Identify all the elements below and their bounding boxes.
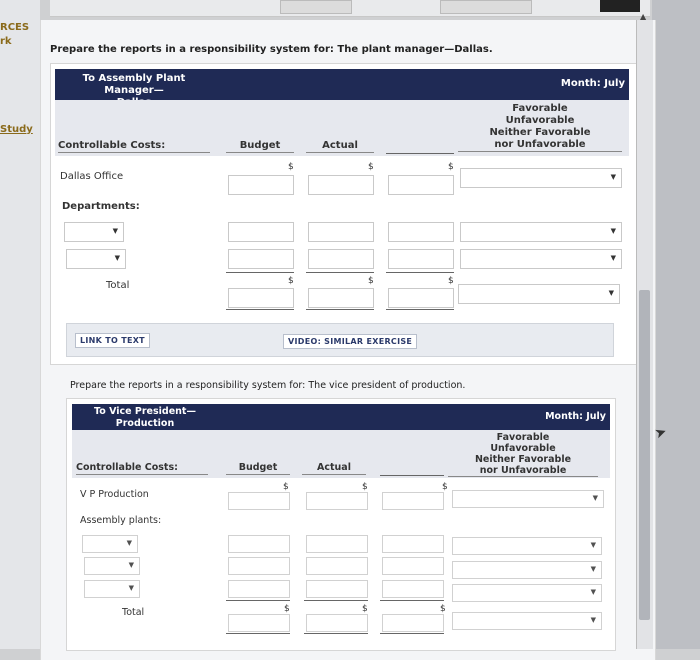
favorable-select[interactable] (452, 612, 602, 630)
chevron-down-icon: ▼ (590, 616, 596, 624)
actual-input[interactable] (306, 580, 368, 598)
budget-input[interactable] (228, 249, 294, 269)
department-select[interactable] (66, 249, 126, 269)
difference-input[interactable] (382, 535, 444, 553)
fav-line: Neither Favorable (474, 454, 572, 465)
dollar-sign: $ (442, 482, 448, 492)
budget-input[interactable] (228, 580, 290, 598)
budget-input[interactable] (228, 535, 290, 553)
scroll-up-icon[interactable]: ▲ (640, 12, 647, 21)
dollar-sign: $ (362, 604, 368, 614)
dollar-sign: $ (362, 482, 368, 492)
difference-input[interactable] (382, 492, 444, 510)
difference-input[interactable] (388, 175, 454, 195)
chevron-down-icon: ▼ (610, 254, 616, 262)
dollar-sign: $ (368, 162, 374, 172)
report-month: Month: July (545, 411, 606, 422)
chevron-down-icon: ▼ (112, 227, 118, 235)
favorable-header (448, 432, 598, 477)
difference-input[interactable] (382, 580, 444, 598)
question-prompt: Prepare the reports in a responsibility system for: The plant manager—Dallas. (50, 44, 493, 55)
double-rule (386, 309, 454, 310)
sidebar-fragment: RCES (0, 22, 30, 33)
fav-line: Unfavorable (490, 443, 556, 454)
column-rule (380, 475, 444, 476)
actual-header: Actual (302, 462, 366, 475)
window-edge (652, 0, 700, 649)
dollar-sign: $ (288, 162, 294, 172)
budget-header: Budget (226, 462, 290, 475)
toolbar-button[interactable] (280, 0, 352, 14)
dollar-sign: $ (448, 162, 454, 172)
top-toolbar (50, 0, 650, 17)
fav-line: Neither Favorable (489, 127, 591, 138)
double-rule (226, 309, 294, 310)
favorable-select[interactable] (458, 284, 620, 304)
report-header (72, 404, 610, 430)
total-actual-input[interactable] (308, 288, 374, 308)
toolbar-button[interactable] (600, 0, 640, 12)
chevron-down-icon: ▼ (592, 494, 598, 502)
report-recipient (80, 406, 210, 430)
chevron-down-icon: ▼ (590, 588, 596, 596)
dollar-sign: $ (368, 276, 374, 286)
difference-input[interactable] (382, 557, 444, 575)
actual-header: Actual (306, 140, 374, 153)
video-similar-exercise-button[interactable]: VIDEO: SIMILAR EXERCISE (283, 334, 417, 349)
department-select[interactable] (64, 222, 124, 242)
dollar-sign: $ (283, 482, 289, 492)
actual-input[interactable] (308, 249, 374, 269)
recipient-line: Production (115, 418, 175, 429)
recipient-line: To Assembly Plant Manager— (82, 73, 186, 96)
actual-input[interactable] (306, 535, 368, 553)
chevron-down-icon: ▼ (114, 254, 120, 262)
chevron-down-icon: ▼ (128, 584, 134, 592)
favorable-select[interactable] (452, 584, 602, 602)
fav-line: Favorable (512, 103, 568, 114)
page-scrollbar[interactable] (636, 12, 653, 649)
dollar-sign: $ (288, 276, 294, 286)
total-difference-input[interactable] (388, 288, 454, 308)
total-rule (386, 272, 454, 273)
budget-input[interactable] (228, 175, 294, 195)
fav-line: Unfavorable (505, 115, 575, 126)
controllable-costs-header: Controllable Costs: (58, 140, 210, 153)
plant-select[interactable] (84, 557, 140, 575)
double-rule (306, 309, 374, 310)
plant-select[interactable] (84, 580, 140, 598)
budget-input[interactable] (228, 222, 294, 242)
toolbar-button[interactable] (440, 0, 532, 14)
fav-line: Favorable (496, 432, 550, 443)
departments-label: Departments: (62, 201, 140, 212)
favorable-header (458, 103, 622, 152)
dollar-sign: $ (448, 276, 454, 286)
actual-input[interactable] (308, 175, 374, 195)
budget-header: Budget (226, 140, 294, 153)
fav-line: nor Unfavorable (479, 465, 567, 476)
favorable-select[interactable] (460, 168, 622, 188)
sidebar-link-study[interactable]: Study (0, 124, 33, 135)
total-rule (304, 600, 368, 601)
link-to-text-button[interactable]: LINK TO TEXT (75, 333, 150, 348)
budget-input[interactable] (228, 557, 290, 575)
total-difference-input[interactable] (382, 614, 444, 632)
row-label-dallas-office: Dallas Office (60, 171, 124, 182)
column-rule (386, 153, 454, 154)
report-header (55, 69, 629, 100)
dollar-sign: $ (284, 604, 290, 614)
total-rule (380, 600, 444, 601)
scroll-thumb[interactable] (639, 290, 650, 620)
chevron-down-icon: ▼ (590, 565, 596, 573)
assembly-plants-label: Assembly plants: (80, 515, 162, 526)
chevron-down-icon: ▼ (608, 289, 614, 297)
controllable-costs-header: Controllable Costs: (76, 462, 208, 475)
favorable-select[interactable] (452, 537, 602, 555)
difference-input[interactable] (388, 249, 454, 269)
mouse-cursor-icon: ➤ (652, 423, 670, 443)
difference-input[interactable] (388, 222, 454, 242)
actual-input[interactable] (308, 222, 374, 242)
chevron-down-icon: ▼ (610, 173, 616, 181)
actual-input[interactable] (306, 557, 368, 575)
left-sidebar-strip (0, 0, 40, 649)
total-budget-input[interactable] (228, 288, 294, 308)
favorable-select[interactable] (460, 222, 622, 242)
chevron-down-icon: ▼ (126, 539, 132, 547)
double-rule (380, 633, 444, 634)
resource-links-bar (66, 323, 614, 357)
report-month: Month: July (560, 78, 625, 89)
total-label: Total (122, 607, 145, 618)
double-rule (226, 633, 290, 634)
favorable-select[interactable] (452, 490, 604, 508)
budget-input[interactable] (228, 492, 290, 510)
total-budget-input[interactable] (228, 614, 290, 632)
favorable-select[interactable] (452, 561, 602, 579)
total-rule (226, 600, 290, 601)
total-rule (226, 272, 294, 273)
actual-input[interactable] (306, 492, 368, 510)
chevron-down-icon: ▼ (590, 541, 596, 549)
sidebar-fragment: rk (0, 36, 12, 47)
plant-select[interactable] (82, 535, 138, 553)
fav-line: nor Unfavorable (494, 139, 586, 150)
recipient-line: To Vice President— (94, 406, 196, 417)
chevron-down-icon: ▼ (128, 561, 134, 569)
dollar-sign: $ (440, 604, 446, 614)
double-rule (304, 633, 368, 634)
row-label-vp-production: V P Production (80, 489, 149, 500)
total-rule (306, 272, 374, 273)
total-label: Total (106, 280, 130, 291)
favorable-select[interactable] (460, 249, 622, 269)
total-actual-input[interactable] (306, 614, 368, 632)
chevron-down-icon: ▼ (610, 227, 616, 235)
question-prompt: Prepare the reports in a responsibility system for: The vice president of production. (70, 380, 466, 391)
